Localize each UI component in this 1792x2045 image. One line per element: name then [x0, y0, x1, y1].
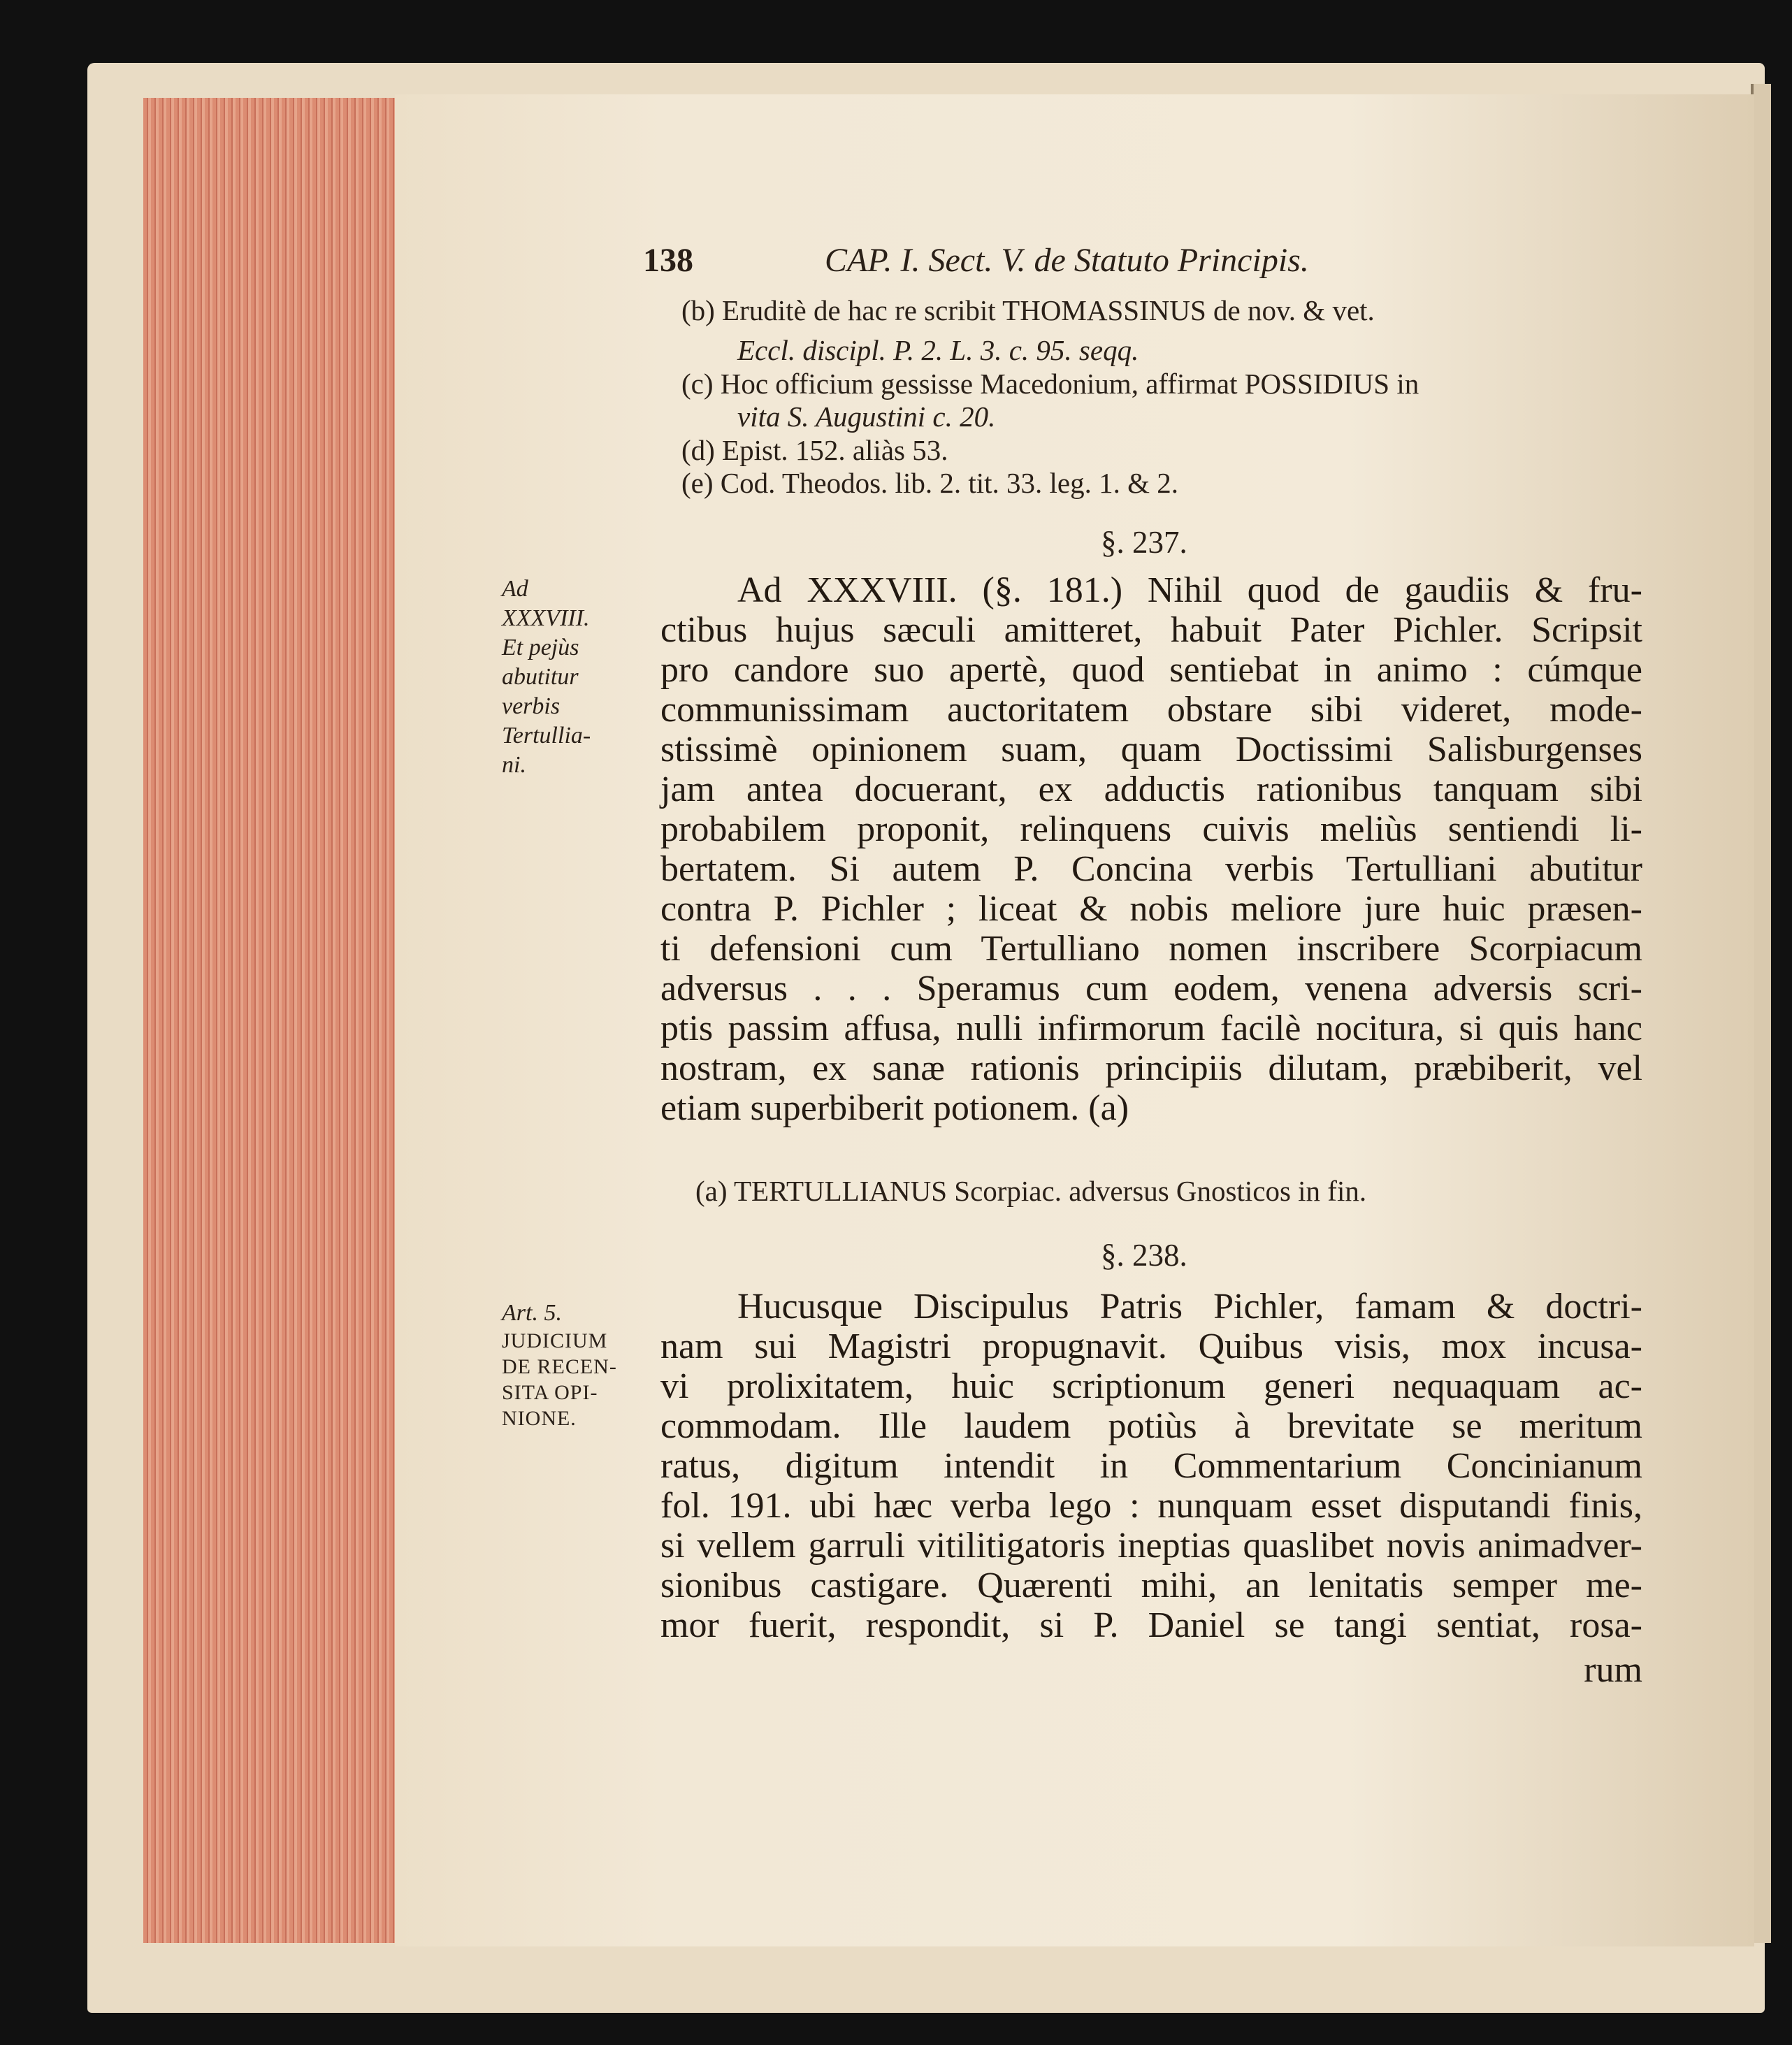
section-heading-238: §. 238. [1101, 1238, 1187, 1273]
footnote-c: (c) Hoc officium gessisse Macedonium, affirmat POSSIDIUS in [681, 368, 1419, 400]
text-line: nostram, ex sanæ rationis principiis dilutam, præbiberit, vel [660, 1048, 1642, 1088]
text-line: jam antea docuerant, ex adductis rationibus tanquam sibi [660, 769, 1642, 809]
text-line: contra P. Pichler ; liceat & nobis meliore jure huic præsen- [660, 889, 1642, 929]
text-line: Ad XXXVIII. (§. 181.) Nihil quod de gaudiis & fru- [737, 570, 1642, 610]
text-line: commodam. Ille laudem potiùs à brevitate se meritum [660, 1406, 1642, 1446]
text-line: etiam superbiberit potionem. (a) [660, 1088, 1129, 1128]
text-line: sionibus castigare. Quærenti mihi, an lenitatis semper me- [660, 1566, 1642, 1605]
margin-note-237: Ad XXXVIII. Et pejùs abutitur verbis Tertullia- ni. [502, 576, 591, 778]
running-title: CAP. I. Sect. V. de Statuto Principis. [825, 242, 1309, 279]
footnote-c-cont: vita S. Augustini c. 20. [737, 400, 996, 433]
text-line: mor fuerit, respondit, si P. Daniel se tangi sentiat, rosa- [660, 1605, 1642, 1645]
text-line: bertatem. Si autem P. Concina verbis Tertulliani abutitur [660, 849, 1642, 889]
text-line: stissimè opinionem suam, quam Doctissimi Salisburgenses [660, 730, 1642, 769]
footnote-a: (a) TERTULLIANUS Scorpiac. adversus Gnosticos in fin. [695, 1175, 1367, 1207]
footnote-e: (e) Cod. Theodos. lib. 2. tit. 33. leg. 1. & 2. [681, 467, 1178, 499]
text-line: probabilem proponit, relinquens cuivis meliùs sentiendi li- [660, 809, 1642, 849]
text-line: ti defensioni cum Tertulliano nomen inscribere Scorpiacum [660, 929, 1642, 969]
footnote-b-cont: Eccl. discipl. P. 2. L. 3. c. 95. seqq. [737, 334, 1139, 366]
catchword: rum [1584, 1650, 1642, 1690]
text-line: ratus, digitum intendit in Commentarium Concinianum [660, 1446, 1642, 1486]
text-line: ptis passim affusa, nulli infirmorum facilè nocitura, si quis hanc [660, 1009, 1642, 1048]
page-edge [143, 98, 400, 1943]
footnote-d: (d) Epist. 152. aliàs 53. [681, 434, 948, 466]
text-line: si vellem garruli vitilitigatoris ineptias quaslibet novis animadver- [660, 1526, 1642, 1566]
page-number: 138 [643, 242, 693, 279]
text-line: nam sui Magistri propugnavit. Quibus visis, mox incusa- [660, 1327, 1642, 1366]
text-line: vi prolixitatem, huic scriptionum generi nequaquam ac- [660, 1366, 1642, 1406]
text-line: pro candore suo apertè, quod sentiebat in animo : cúmque [660, 650, 1642, 690]
text-line: communissimam auctoritatem obstare sibi videret, mode- [660, 690, 1642, 730]
section-heading-237: §. 237. [1101, 525, 1187, 560]
text-line: fol. 191. ubi hæc verba lego : nunquam esset disputandi finis, [660, 1486, 1642, 1526]
text-line: adversus . . . Speramus cum eodem, venena adversis scri- [660, 969, 1642, 1009]
footnote-b: (b) Eruditè de hac re scribit THOMASSINUS de nov. & vet. [681, 294, 1375, 326]
text-line: Hucusque Discipulus Patris Pichler, famam & doctri- [737, 1287, 1642, 1327]
margin-note-238: Art. 5. JUDICIUM DE RECEN- SITA OPI- NIONE. [502, 1300, 617, 1430]
text-line: ctibus hujus sæculi amitteret, habuit Pater Pichler. Scripsit [660, 610, 1642, 650]
